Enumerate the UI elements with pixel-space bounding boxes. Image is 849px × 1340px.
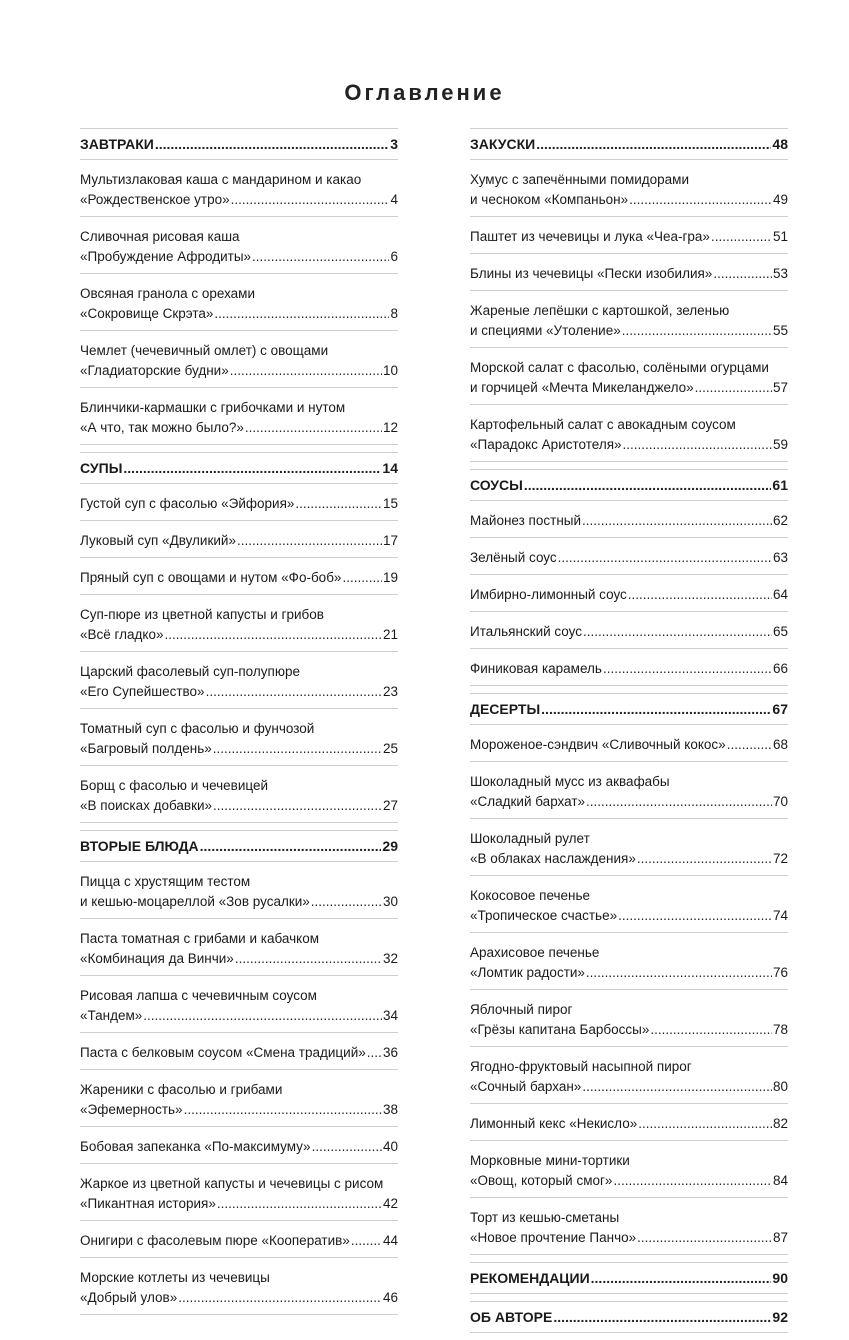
- page-number: 59: [772, 437, 788, 452]
- toc-column-left: [80, 128, 398, 1322]
- dot-leader: [165, 625, 382, 645]
- dot-leader: [591, 1268, 772, 1288]
- dot-leader: [583, 622, 772, 642]
- entry-line: [470, 264, 788, 284]
- entry-title-line: Бобовая запеканка «По-максимуму»: [80, 1139, 311, 1154]
- entry-line: [80, 1137, 398, 1157]
- entry-title-line: «Парадокс Аристотеля»: [470, 437, 622, 452]
- dot-leader: [235, 949, 382, 969]
- entry-line: [80, 949, 398, 969]
- page-number: 70: [772, 794, 788, 809]
- entry-title-line: Сливочная рисовая каша: [80, 229, 240, 244]
- toc-section-line: [470, 134, 788, 154]
- entry-title-line: Суп-пюре из цветной капусты и грибов: [80, 607, 324, 622]
- entry-line: [470, 735, 788, 755]
- entry-line: [470, 1077, 788, 1097]
- page-number: 87: [772, 1230, 788, 1245]
- entry-title-line: Зелёный соус: [470, 550, 557, 565]
- entry-line: [470, 435, 788, 455]
- dot-leader: [245, 418, 382, 438]
- page-number: 3: [390, 136, 398, 152]
- page-number: 32: [382, 951, 398, 966]
- section-title: СОУСЫ: [470, 477, 523, 493]
- dot-leader: [217, 1194, 382, 1214]
- entry-line: [80, 190, 398, 210]
- page-number: 30: [382, 894, 398, 909]
- entry-title-line: «Новое прочтение Панчо»: [470, 1230, 637, 1245]
- toc-entry[interactable]: [80, 926, 398, 976]
- toc-entry[interactable]: [80, 1077, 398, 1127]
- entry-title-line: Густой суп с фасолью «Эйфория»: [80, 496, 295, 511]
- toc-entry[interactable]: [80, 565, 398, 595]
- page-number: 12: [382, 420, 398, 435]
- entry-title-line: «Овощ, который смог»: [470, 1173, 613, 1188]
- dot-leader: [206, 682, 382, 702]
- page-number: 62: [772, 513, 788, 528]
- toc-section[interactable]: [80, 452, 398, 484]
- page-number: 80: [772, 1079, 788, 1094]
- page-number: 57: [772, 380, 788, 395]
- toc-entry[interactable]: [80, 167, 398, 217]
- page-number: 78: [772, 1022, 788, 1037]
- entry-line: [470, 321, 788, 341]
- page-number: 36: [382, 1045, 398, 1060]
- toc-entry[interactable]: [470, 619, 788, 649]
- page-number: 4: [390, 192, 398, 207]
- entry-title-line: «Сокровище Скрэта»: [80, 306, 214, 321]
- dot-leader: [143, 1006, 382, 1026]
- entry-title-line: Кокосовое печенье: [470, 888, 591, 903]
- section-title: ВТОРЫЕ БЛЮДА: [80, 838, 199, 854]
- entry-title-line: «Рождественское утро»: [80, 192, 230, 207]
- dot-leader: [295, 494, 382, 514]
- dot-leader: [351, 1231, 382, 1251]
- toc-entry[interactable]: [470, 355, 788, 405]
- entry-line: [80, 247, 398, 267]
- toc-section[interactable]: [80, 128, 398, 160]
- entry-title-line: Чемлет (чечевичный омлет) с овощами: [80, 343, 329, 358]
- toc-section-line: [80, 836, 398, 856]
- toc-entry[interactable]: [80, 1171, 398, 1221]
- dot-leader: [541, 699, 771, 719]
- toc-entry[interactable]: [470, 1148, 788, 1198]
- entry-title-line: и чесноком «Компаньон»: [470, 192, 629, 207]
- toc-section-line: [470, 1307, 788, 1327]
- page-number: 46: [382, 1290, 398, 1305]
- dot-leader: [553, 1307, 771, 1327]
- toc-entry[interactable]: [80, 602, 398, 652]
- page-number: 61: [772, 477, 788, 493]
- dot-leader: [582, 511, 772, 531]
- page-number: 63: [772, 550, 788, 565]
- entry-title-line: и специями «Утоление»: [470, 323, 621, 338]
- page-number: 55: [772, 323, 788, 338]
- entry-line: [80, 1043, 398, 1063]
- entry-title-line: «Пикантная история»: [80, 1196, 216, 1211]
- dot-leader: [727, 735, 772, 755]
- toc-entry[interactable]: [80, 659, 398, 709]
- entry-title-line: Паштет из чечевицы и лука «Чеа-гра»: [470, 229, 710, 244]
- toc-entry[interactable]: [470, 412, 788, 462]
- entry-title-line: «Сладкий бархат»: [470, 794, 586, 809]
- entry-title-line: «В поисках добавки»: [80, 798, 213, 813]
- page-title: Оглавление: [344, 80, 505, 105]
- entry-line: [80, 625, 398, 645]
- entry-line: [80, 892, 398, 912]
- dot-leader: [586, 792, 772, 812]
- entry-title-line: и горчицей «Мечта Микеланджело»: [470, 380, 694, 395]
- page-number: 23: [382, 684, 398, 699]
- toc-entry[interactable]: [470, 167, 788, 217]
- dot-leader: [524, 475, 772, 495]
- entry-title-line: Ягодно-фруктовый насыпной пирог: [470, 1059, 692, 1074]
- page-number: 38: [382, 1102, 398, 1117]
- entry-title-line: «Грёзы капитана Барбоссы»: [470, 1022, 650, 1037]
- entry-title-line: Шоколадный рулет: [470, 831, 590, 846]
- dot-leader: [695, 378, 772, 398]
- toc-entry[interactable]: [470, 582, 788, 612]
- dot-leader: [178, 1288, 382, 1308]
- toc-entry[interactable]: [80, 1265, 398, 1315]
- toc-entry[interactable]: [80, 224, 398, 274]
- page-number: 53: [772, 266, 788, 281]
- entry-title-line: Пряный суп с овощами и нутом «Фо-боб»: [80, 570, 342, 585]
- entry-title-line: Пицца с хрустящим тестом: [80, 874, 251, 889]
- toc-section[interactable]: [470, 1262, 788, 1294]
- entry-title-line: и кешью-моцареллой «Зов русалки»: [80, 894, 310, 909]
- entry-line: [470, 190, 788, 210]
- dot-leader: [582, 1077, 772, 1097]
- toc-entry[interactable]: [80, 395, 398, 445]
- toc-entry[interactable]: [470, 261, 788, 291]
- entry-line: [80, 1194, 398, 1214]
- dot-leader: [342, 568, 382, 588]
- page-number: 44: [382, 1233, 398, 1248]
- toc-entry[interactable]: [80, 773, 398, 823]
- dot-leader: [237, 531, 382, 551]
- toc-entry[interactable]: [470, 1111, 788, 1141]
- entry-title-line: Имбирно-лимонный соус: [470, 587, 627, 602]
- entry-line: [80, 304, 398, 324]
- page-number: 72: [772, 851, 788, 866]
- entry-title-line: Итальянский соус: [470, 624, 583, 639]
- entry-title-line: Царский фасолевый суп-полупюре: [80, 664, 300, 679]
- toc-section-line: [80, 134, 398, 154]
- toc-section-line: [470, 475, 788, 495]
- entry-line: [470, 1020, 788, 1040]
- toc-section[interactable]: [470, 128, 788, 160]
- page-number: 15: [382, 496, 398, 511]
- dot-leader: [558, 548, 772, 568]
- page-number: 68: [772, 737, 788, 752]
- dot-leader: [711, 227, 772, 247]
- dot-leader: [623, 435, 772, 455]
- entry-title-line: Морской салат с фасолью, солёными огурцами: [470, 360, 769, 375]
- entry-title-line: Рисовая лапша с чечевичным соусом: [80, 988, 317, 1003]
- page-number: 40: [382, 1139, 398, 1154]
- entry-title-line: Хумус с запечёнными помидорами: [470, 172, 689, 187]
- page-number: 42: [382, 1196, 398, 1211]
- entry-title-line: Онигири с фасолевым пюре «Кооператив»: [80, 1233, 350, 1248]
- entry-title-line: «Сочный бархан»: [470, 1079, 582, 1094]
- page-number: 27: [382, 798, 398, 813]
- dot-leader: [637, 849, 772, 869]
- entry-line: [80, 1288, 398, 1308]
- toc-entry[interactable]: [80, 1228, 398, 1258]
- dot-leader: [200, 836, 382, 856]
- entry-line: [80, 418, 398, 438]
- toc-section[interactable]: [470, 1301, 788, 1333]
- entry-title-line: Картофельный салат с авокадным соусом: [470, 417, 736, 432]
- entry-line: [80, 682, 398, 702]
- toc-section-line: [80, 458, 398, 478]
- toc-entry[interactable]: [80, 1040, 398, 1070]
- dot-leader: [123, 458, 381, 478]
- entry-line: [470, 1114, 788, 1134]
- entry-line: [470, 622, 788, 642]
- entry-line: [80, 1006, 398, 1026]
- entry-line: [470, 227, 788, 247]
- entry-line: [470, 548, 788, 568]
- entry-line: [470, 963, 788, 983]
- dot-leader: [184, 1100, 382, 1120]
- section-title: ЗАКУСКИ: [470, 136, 536, 152]
- toc-entry[interactable]: [470, 298, 788, 348]
- dot-leader: [638, 1114, 772, 1134]
- entry-title-line: «Ломтик радости»: [470, 965, 585, 980]
- entry-title-line: Паста томатная с грибами и кабачком: [80, 931, 319, 946]
- dot-leader: [155, 134, 389, 154]
- entry-line: [80, 568, 398, 588]
- entry-title-line: Борщ с фасолью и чечевицей: [80, 778, 269, 793]
- entry-title-line: Яблочный пирог: [470, 1002, 573, 1017]
- page-number: 92: [772, 1309, 788, 1325]
- page-number: 76: [772, 965, 788, 980]
- entry-line: [80, 361, 398, 381]
- dot-leader: [622, 321, 772, 341]
- page-number: 51: [772, 229, 788, 244]
- dot-leader: [613, 1171, 772, 1191]
- entry-line: [80, 1100, 398, 1120]
- entry-title-line: Морковные мини-тортики: [470, 1153, 630, 1168]
- toc-entry[interactable]: [470, 883, 788, 933]
- entry-title-line: Мороженое-сэндвич «Сливочный кокос»: [470, 737, 726, 752]
- toc-column-right: [470, 128, 788, 1340]
- dot-leader: [213, 739, 382, 759]
- toc-section-line: [470, 1268, 788, 1288]
- dot-leader: [214, 304, 389, 324]
- entry-line: [470, 1171, 788, 1191]
- entry-title-line: Овсяная гранола с орехами: [80, 286, 256, 301]
- entry-line: [470, 792, 788, 812]
- entry-title-line: «Гладиаторские будни»: [80, 363, 229, 378]
- entry-title-line: «Всё гладко»: [80, 627, 164, 642]
- entry-line: [80, 739, 398, 759]
- dot-leader: [618, 906, 772, 926]
- toc-entry[interactable]: [80, 869, 398, 919]
- entry-title-line: Жареники с фасолью и грибами: [80, 1082, 283, 1097]
- toc-entry[interactable]: [470, 769, 788, 819]
- toc-section[interactable]: [470, 693, 788, 725]
- entry-line: [470, 1228, 788, 1248]
- toc-section[interactable]: [470, 469, 788, 501]
- entry-title-line: Лимонный кекс «Некисло»: [470, 1116, 638, 1131]
- dot-leader: [230, 361, 382, 381]
- section-title: ОБ АВТОРЕ: [470, 1309, 553, 1325]
- page-number: 17: [382, 533, 398, 548]
- page-number: 19: [382, 570, 398, 585]
- entry-title-line: Финиковая карамель: [470, 661, 602, 676]
- page-number: 25: [382, 741, 398, 756]
- page-number: 84: [772, 1173, 788, 1188]
- dot-leader: [628, 585, 772, 605]
- dot-leader: [367, 1043, 382, 1063]
- toc-entry[interactable]: [470, 508, 788, 538]
- section-title: ЗАВТРАКИ: [80, 136, 154, 152]
- dot-leader: [637, 1228, 772, 1248]
- dot-leader: [629, 190, 772, 210]
- entry-title-line: Паста с белковым соусом «Смена традиций»: [80, 1045, 366, 1060]
- entry-title-line: «Добрый улов»: [80, 1290, 178, 1305]
- entry-title-line: Морские котлеты из чечевицы: [80, 1270, 270, 1285]
- entry-title-line: «Комбинация да Винчи»: [80, 951, 234, 966]
- dot-leader: [603, 659, 772, 679]
- page-number: 74: [772, 908, 788, 923]
- toc-entry[interactable]: [470, 826, 788, 876]
- toc-entry[interactable]: [80, 281, 398, 331]
- toc-entry[interactable]: [80, 491, 398, 521]
- section-title: СУПЫ: [80, 460, 123, 476]
- page-number: 21: [382, 627, 398, 642]
- page-number: 64: [772, 587, 788, 602]
- entry-line: [80, 796, 398, 816]
- entry-title-line: Торт из кешью-сметаны: [470, 1210, 620, 1225]
- entry-title-line: Томатный суп с фасолью и фунчозой: [80, 721, 315, 736]
- entry-title-line: Майонез постный: [470, 513, 582, 528]
- toc-entry[interactable]: [470, 545, 788, 575]
- dot-leader: [311, 892, 382, 912]
- toc-entry[interactable]: [470, 1054, 788, 1104]
- toc-entry[interactable]: [470, 997, 788, 1047]
- page-number: 82: [772, 1116, 788, 1131]
- toc-entry[interactable]: [80, 983, 398, 1033]
- page-number: 6: [390, 249, 398, 264]
- entry-line: [470, 906, 788, 926]
- entry-line: [470, 659, 788, 679]
- page-number: 67: [772, 701, 788, 717]
- entry-title-line: «Багровый полдень»: [80, 741, 212, 756]
- entry-title-line: «Его Супейшество»: [80, 684, 205, 699]
- entry-line: [80, 1231, 398, 1251]
- entry-title-line: Жареные лепёшки с картошкой, зеленью: [470, 303, 730, 318]
- entry-title-line: Арахисовое печенье: [470, 945, 600, 960]
- toc-entry[interactable]: [470, 656, 788, 686]
- page-number: 49: [772, 192, 788, 207]
- page-number: 14: [382, 460, 398, 476]
- dot-leader: [231, 190, 390, 210]
- entry-line: [470, 511, 788, 531]
- toc-section[interactable]: [80, 830, 398, 862]
- section-title: РЕКОМЕНДАЦИИ: [470, 1270, 590, 1286]
- entry-title-line: «В облаках наслаждения»: [470, 851, 636, 866]
- toc-entry[interactable]: [470, 224, 788, 254]
- dot-leader: [213, 796, 382, 816]
- toc-entry[interactable]: [80, 1134, 398, 1164]
- entry-title-line: «А что, так можно было?»: [80, 420, 244, 435]
- toc-entry[interactable]: [470, 1205, 788, 1255]
- entry-line: [80, 531, 398, 551]
- toc-entry[interactable]: [80, 716, 398, 766]
- entry-title-line: Жаркое из цветной капусты и чечевицы с рисом: [80, 1176, 384, 1191]
- toc-entry[interactable]: [80, 338, 398, 388]
- dot-leader: [252, 247, 389, 267]
- page-number: 8: [390, 306, 398, 321]
- entry-title-line: Мультизлаковая каша с мандарином и какао: [80, 172, 362, 187]
- page-number: 48: [772, 136, 788, 152]
- toc-entry[interactable]: [470, 732, 788, 762]
- page-number: 90: [772, 1270, 788, 1286]
- page-number: 10: [382, 363, 398, 378]
- dot-leader: [536, 134, 771, 154]
- entry-title-line: «Тропическое счастье»: [470, 908, 618, 923]
- entry-title-line: «Эфемерность»: [80, 1102, 183, 1117]
- toc-entry[interactable]: [80, 528, 398, 558]
- toc-section-line: [470, 699, 788, 719]
- page-number: 65: [772, 624, 788, 639]
- entry-line: [470, 378, 788, 398]
- entry-line: [470, 849, 788, 869]
- entry-line: [80, 494, 398, 514]
- entry-title-line: Блины из чечевицы «Пески изобилия»: [470, 266, 713, 281]
- dot-leader: [586, 963, 772, 983]
- entry-title-line: Блинчики-кармашки с грибочками и нутом: [80, 400, 346, 415]
- entry-title-line: Луковый суп «Двуликий»: [80, 533, 236, 548]
- entry-title-line: «Пробуждение Афродиты»: [80, 249, 252, 264]
- dot-leader: [713, 264, 772, 284]
- toc-entry[interactable]: [470, 940, 788, 990]
- page-number: 29: [382, 838, 398, 854]
- entry-title-line: «Тандем»: [80, 1008, 143, 1023]
- entry-title-line: Шоколадный мусс из аквафабы: [470, 774, 670, 789]
- dot-leader: [312, 1137, 382, 1157]
- entry-line: [470, 585, 788, 605]
- page-number: 34: [382, 1008, 398, 1023]
- dot-leader: [650, 1020, 772, 1040]
- section-title: ДЕСЕРТЫ: [470, 701, 541, 717]
- page-number: 66: [772, 661, 788, 676]
